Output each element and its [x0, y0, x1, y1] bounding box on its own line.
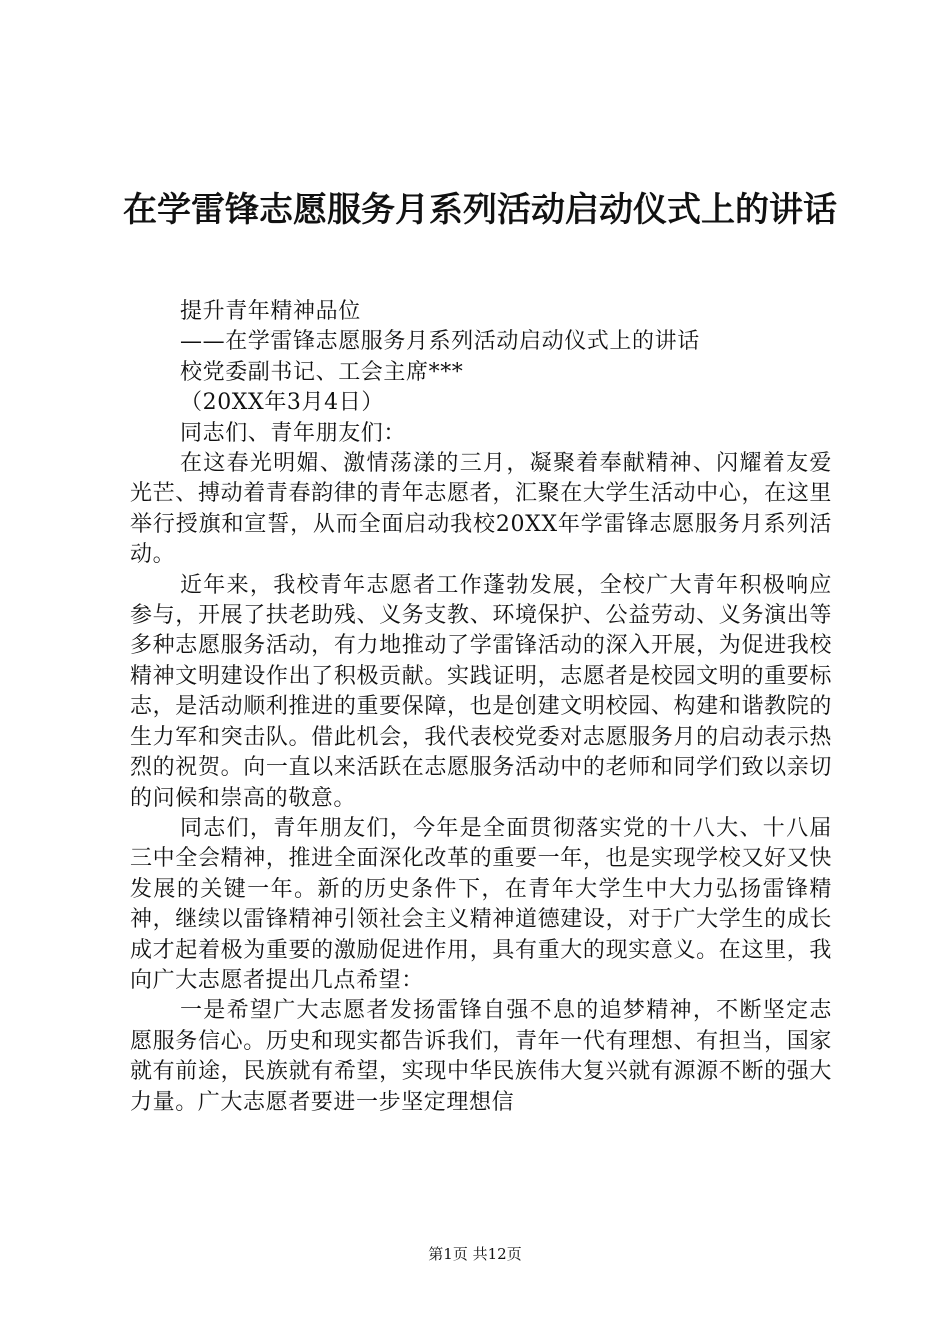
page-footer: 第1页 共12页 [428, 1245, 522, 1263]
paragraph-1: 在这春光明媚、激情荡漾的三月，凝聚着奉献精神、闪耀着友爱光芒、搏动着青春韵律的青年志愿者，汇聚在大学生活动中心，在这里举行授旗和宣誓，从而全面启动我校20XX年学雷锋志愿服务月系列活动。 [130, 451, 832, 568]
paragraph-4: 一是希望广大志愿者发扬雷锋自强不息的追梦精神，不断坚定志愿服务信心。历史和现实都告诉我们，青年一代有理想、有担当，国家就有前途，民族就有希望，实现中华民族伟大复兴就有源源不断的强大力量。广大志愿者要进一步坚定理想信 [130, 998, 832, 1115]
subtitle-dash-line: ——在学雷锋志愿服务月系列活动启动仪式上的讲话 [180, 329, 700, 355]
paragraph-3: 同志们，青年朋友们，今年是全面贯彻落实党的十八大、十八届三中全会精神，推进全面深化改革的重要一年，也是实现学校又好又快发展的关键一年。新的历史条件下，在青年大学生中大力弘扬雷锋精神，继续以雷锋精神引领社会主义精神道德建设，对于广大学生的成长成才起着极为重要的激励促进作用，具有重大的现实意义。在这里，我向广大志愿者提出几点希望： [130, 815, 832, 993]
date-line: （20XX年3月4日） [180, 390, 384, 416]
document-title: 在学雷锋志愿服务月系列活动启动仪式上的讲话 [123, 190, 837, 230]
paragraph-2: 近年来，我校青年志愿者工作蓬勃发展，全校广大青年积极响应参与，开展了扶老助残、义务支教、环境保护、公益劳动、义务演出等多种志愿服务活动，有力地推动了学雷锋活动的深入开展，为促进我校精神文明建设作出了积极贡献。实践证明，志愿者是校园文明的重要标志，是活动顺利推进的重要保障，也是创建文明校园、构建和谐教院的生力军和突击队。借此机会，我代表校党委对志愿服务月的启动表示热烈的祝贺。向一直以来活跃在志愿服务活动中的老师和同学们致以亲切的问候和崇高的敬意。 [130, 572, 832, 811]
speaker-line: 校党委副书记、工会主席*** [180, 359, 464, 385]
subtitle-line: 提升青年精神品位 [180, 299, 361, 324]
salutation-line: 同志们、青年朋友们： [180, 420, 407, 446]
document-body [130, 297, 832, 1118]
